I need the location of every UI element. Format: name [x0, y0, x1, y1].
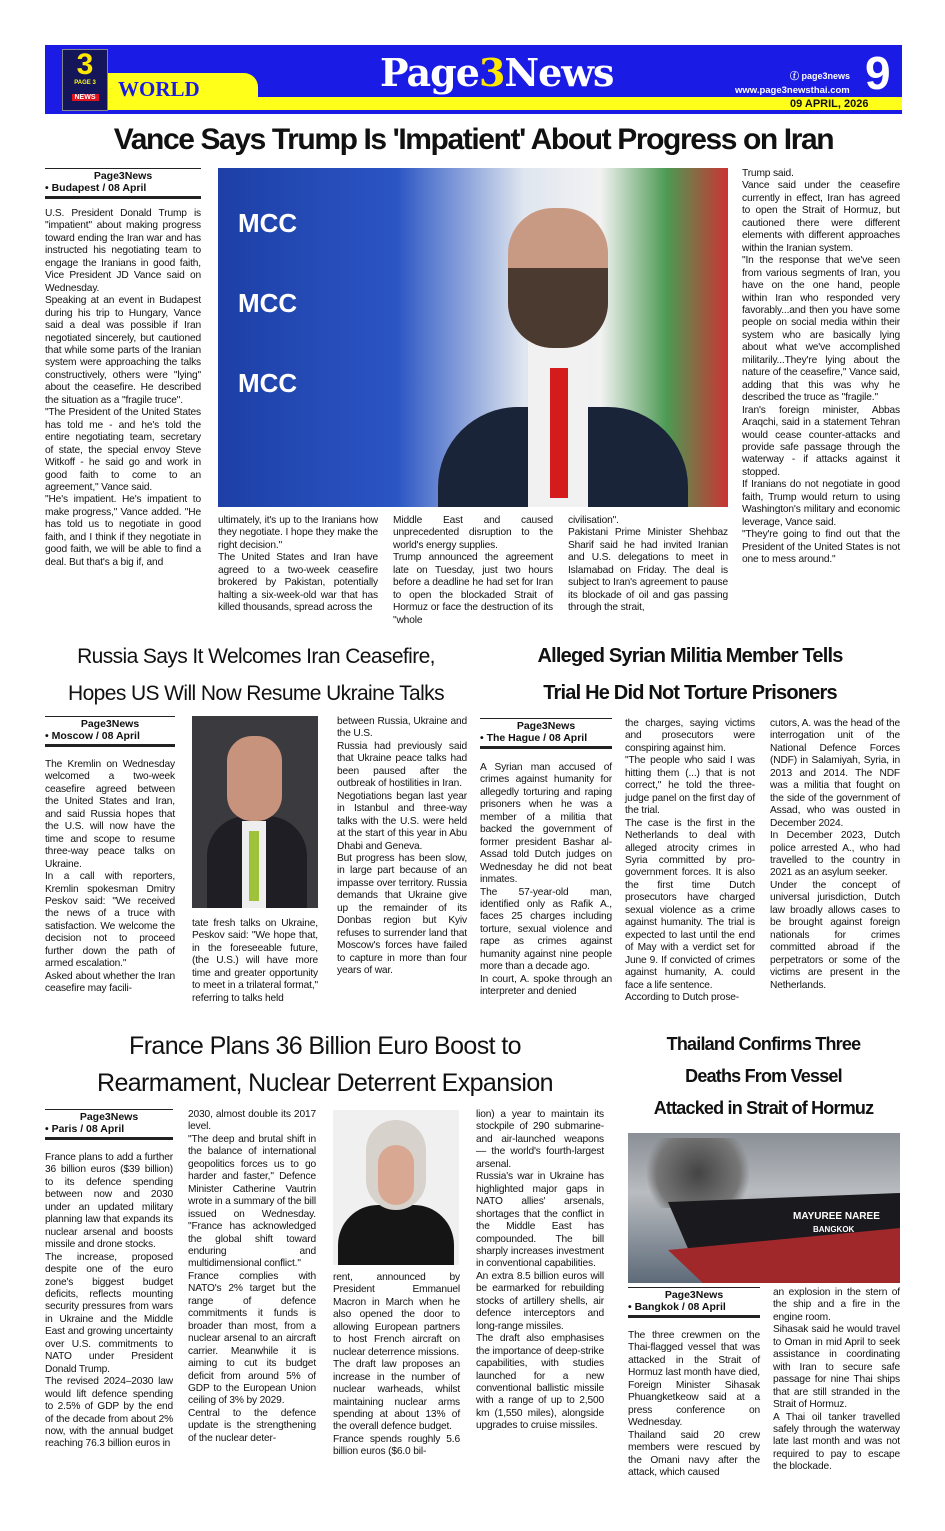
- article-column: Trump said. Vance said under the ceasefire currently in effect, Iran has agreed to open the Strait of Hormuz, but cautioned there were different elements with different approaches within the Iranian system. "In the response that we've seen from various segments of Iran, you have on the one hand, people within Iran who responded very favorably...and then you have some people on social media within their system who are basically lying about what we've accomplished militarily...They're lying about the nature of the ceasefire," Vance said, adding that this was why he described the truce as "fragile." Iran's foreign minister, Abbas Araqchi, said in a statement Tehran would cease counter-attacks and provide safe passage through the waterway - if attacks against it stopped. If Iranians do not negotiate in good faith, Trump would return to using Washington's military and economic leverage, Vance said. "They're going to find out that the President of the United States is not one to mess around.": [742, 168, 900, 566]
- article-column: 2030, almost double its 2017 level. "The deep and brutal shift in the balance of international geopolitics forces us to go harder and faster," Defence Minister Catherine Vautrin wrote in a summary of the bill issued on Wednesday. "France has acknowledged the global shift toward enduring and multidimensional conflict." France complies with NATO's 2% target but the range of defence commitments it funds is broader than most, from a nuclear arsenal to an aircraft carrier. Meanwhile it is aiming to cut its budget deficit from around 5% of GDP to the European Union ceiling of 3% by 2029. Central to the defence update is the strengthening of the nuclear deter-: [188, 1109, 316, 1444]
- section-label: WORLD: [118, 77, 200, 101]
- facebook-icon: ⓕ: [790, 71, 802, 81]
- byline-source: Page3News: [516, 720, 576, 732]
- masthead-post: News: [504, 50, 614, 95]
- headline-thailand-1: Thailand Confirms Three: [666, 1034, 861, 1054]
- photo-peskov: [192, 716, 318, 908]
- article-column: rent, announced by President Emmanuel Macron in March when he also opened the door to allowing European partners to host French aircraft on nuclear deterrence missions. The draft law proposes an increase in the number of nuclear warheads, whilst maintaining nuclear arms spending at about 13% of the overall defence budget. France spends roughly 5.6 billion euros ($6.0 bil-: [333, 1272, 460, 1458]
- article-column: A Syrian man accused of crimes against humanity for allegedly torturing and raping prisoners when he was a member of a militia that backed the government of former president Bashar al-Assad told Dutch judges on Wednesday he did not beat inmates. The 57-year-old man, identified only as Rafik A., faces 25 charges including torture, sexual violence and rape as crimes against humanity against nine people more than a decade ago. In court, A. spoke through an interpreter and denied: [480, 762, 612, 998]
- article-column: ultimately, it's up to the Iranians how they negotiate. I hope they make the right decision." The United States and Iran have agreed to a two-week ceasefire brokered by Pakistan, potentially halting a six-week-old war that has killed thousands, spread across the: [218, 515, 378, 614]
- byline-source: Page3News: [93, 170, 153, 182]
- article-column: Middle East and caused unprecedented disruption to the world's energy supplies. Trump announced the agreement late on Tuesday, just two hours before a deadline he had set for Iran to open the blockaded Strait of Hormuz or face the destruction of its "whole: [393, 515, 553, 626]
- photo-vautrin: [333, 1110, 459, 1265]
- headline-russia-1: Russia Says It Welcomes Iran Ceasefire,: [77, 645, 435, 668]
- byline-source: Page3News: [664, 1289, 724, 1301]
- headline-syria-2: Trial He Did Not Torture Prisoners: [543, 682, 837, 704]
- byline: [628, 1287, 760, 1318]
- article-column: France plans to add a further 36 billion euros ($39 billion) to its defence spending between now and 2030 under an updated military planning law that expands its nuclear arsenal and boosts missile and drone stocks. The increase, proposed despite one of the euro zone's biggest budget deficits, reflects mounting security pressures from wars in Ukraine and the Middle East and growing uncertainty over U.S. commitments to NATO under President Donald Trump. The revised 2024–2030 law would lift defence spending to 2.5% of GDP by the end of the decade from about 2% now, with the annual budget reaching 76.3 billion euros in: [45, 1152, 173, 1450]
- facebook-handle: [790, 69, 850, 82]
- byline: [480, 718, 612, 749]
- page3-logo: 3 PAGE 3 NEWS: [62, 49, 108, 111]
- masthead-title: [380, 50, 613, 95]
- headline-thailand-2: Deaths From Vessel: [685, 1066, 842, 1086]
- article-column: U.S. President Donald Trump is "impatient" about making progress toward ending the Iran war and has instructed his negotiating team to engage the Iranians in good faith, Vice President JD Vance said on Wednesday. Speaking at an event in Budapest during his trip to Hungary, Vance said a deal was possible if Iran negotiated sincerely, but cautioned that while some parts of the Iranian system were approaching the talks constructively, others were "lying" about the ceasefire. He described the situation as a "fragile truce". "The President of the United States has told me - and he's told the entire negotiating team, secretary of state, the special envoy Steve Witkoff - he said go and work in good faith to come to an agreement," Vance said. "He's impatient. He's impatient to make progress," Vance added. "He has told us to negotiate in good faith, and I think if they negotiate in good faith, we will be able to find a deal. But that's a big if, and: [45, 208, 201, 568]
- headline-russia-2: Hopes US Will Now Resume Ukraine Talks: [68, 682, 444, 705]
- ship-port: BANGKOK: [813, 1225, 855, 1234]
- byline-source: Page3News: [80, 718, 140, 730]
- byline: [45, 716, 175, 747]
- article-column: tate fresh talks on Ukraine, Peskov said: "We hope that, in the foreseeable future, (the U.S.) will have more time and greater opportunity to meet in a trilateral format," referring to talks held: [192, 918, 318, 1004]
- facebook-text: page3news: [801, 71, 851, 81]
- byline: [45, 1109, 173, 1140]
- byline-dateline: • Paris / 08 April: [45, 1123, 125, 1135]
- article-column: an explosion in the stern of the ship and a fire in the engine room. Sihasak said he would travel to Oman in mid April to seek assistance in coordinating with Iran to secure safe passage for nine Thai ships that are still stranded in the Strait of Hormuz. A Thai oil tanker travelled safely through the waterway late last month and was not required to pay to escape the blockade.: [773, 1287, 900, 1473]
- website-link[interactable]: www.page3newsthai.com: [735, 85, 850, 96]
- byline-dateline: • Moscow / 08 April: [45, 730, 140, 742]
- byline: [45, 168, 201, 199]
- ship-name: MAYUREE NAREE: [793, 1211, 880, 1222]
- byline-dateline: • Budapest / 08 April: [45, 182, 147, 194]
- issue-date: 09 APRIL, 2026: [790, 98, 869, 110]
- article-column: lion) a year to maintain its stockpile of 290 submarine- and air-launched weapons — the world's fourth-largest arsenal. Russia's war in Ukraine has highlighted major gaps in NATO allies' arsenals, shortages that the conflict in the Middle East has compounded. The bill sharply increases investment in conventional capabilities. An extra 8.5 billion euros will be earmarked for rebuilding stocks of artillery shells, air defence interceptors and long-range missiles. The draft also emphasises the importance of deep-strike capabilities, with studies launched for a new conventional ballistic missile with a range of up to 2,500 km (1,550 miles), alongside upgrades to cruise missiles.: [476, 1109, 604, 1432]
- page-number: 9: [865, 47, 891, 99]
- article-column: cutors, A. was the head of the interrogation unit of the National Defence Forces (NDF) in Salamiyah, Syria, in 2013 and 2014. The NDF was a militia that fought on the side of the government of Assad, who was ousted in December 2024. In December 2023, Dutch police arrested A., who had travelled to the country in 2021 as an asylum seeker. Under the concept of universal jurisdiction, Dutch law broadly allows cases to be brought against foreign nationals for crimes committed abroad if the perpetrators or some of the victims are present in the Netherlands.: [770, 718, 900, 991]
- byline-dateline: • The Hague / 08 April: [480, 732, 588, 744]
- headline-vance: Vance Says Trump Is 'Impatient' About Progress on Iran: [113, 123, 834, 156]
- byline-dateline: • Bangkok / 08 April: [628, 1301, 726, 1313]
- headline-france-1: France Plans 36 Billion Euro Boost to: [129, 1032, 521, 1060]
- article-column: The Kremlin on Wednesday welcomed a two-week ceasefire agreed between the United States and Iran, and said Russia hopes that the U.S. will now have the time and scope to resume three-way peace talks on Ukraine. In a call with reporters, Kremlin spokesman Dmitry Peskov said: "We received the news of a truce with satisfaction. We welcome the decision not to proceed further down the path of armed escalation." Asked about whether the Iran ceasefire may facili-: [45, 759, 175, 995]
- article-column: the charges, saying victims and prosecutors were conspiring against him. "The people who said I was hitting them (...) that is not correct," he told the three-judge panel on the first day of the trial. The case is the first in the Netherlands to deal with alleged atrocity crimes in Syria committed by pro-government forces. It is also the first time Dutch prosecutors have charged sexual violence as a crime against humanity. The trial is expected to last until the end of May with a verdict set for June 9. If convicted of crimes against humanity, A. could face a life sentence. According to Dutch prose-: [625, 718, 755, 1003]
- article-column: The three crewmen on the Thai-flagged vessel that was attacked in the Strait of Hormuz last month have died, Foreign Minister Sihasak Phuangketkeow said at a press conference on Wednesday. Thailand said 20 crew members were rescued by the Omani navy after the attack, which caused: [628, 1330, 760, 1478]
- photo-vessel: [628, 1133, 900, 1283]
- photo-sign: MCC: [238, 368, 298, 398]
- headline-thailand-3: Attacked in Strait of Hormuz: [653, 1098, 874, 1118]
- masthead-pre: Page: [380, 50, 479, 95]
- article-column: between Russia, Ukraine and the U.S. Russia had previously said that Ukraine peace talks had been paused after the outbreak of hostilities in Iran. Negotiations began last year in Istanbul and three-way talks with the U.S. were held at the start of this year in Abu Dhabi and Geneva. But progress has been slow, in large part because of an impasse over territory. Russia demands that Ukraine give up the remainder of its Donbas region but Kyiv refuses to surrender land that Moscow's forces have failed to capture in more than four years of war.: [337, 716, 467, 977]
- headline-france-2: Rearmament, Nuclear Deterrent Expansion: [97, 1069, 553, 1097]
- photo-sign: MCC: [238, 288, 298, 318]
- photo-vance: [218, 168, 728, 507]
- masthead-num: 3: [478, 50, 505, 95]
- article-column: civilisation". Pakistani Prime Minister Shehbaz Sharif said he had invited Iranian and U.S. delegations to meet in Islamabad on Friday. The deal is subject to Iran's agreement to pause its blockade of oil and gas passing through the strait,: [568, 515, 728, 614]
- headline-syria-1: Alleged Syrian Militia Member Tells: [537, 645, 843, 667]
- byline-source: Page3News: [79, 1111, 139, 1123]
- photo-sign: MCC: [238, 208, 298, 238]
